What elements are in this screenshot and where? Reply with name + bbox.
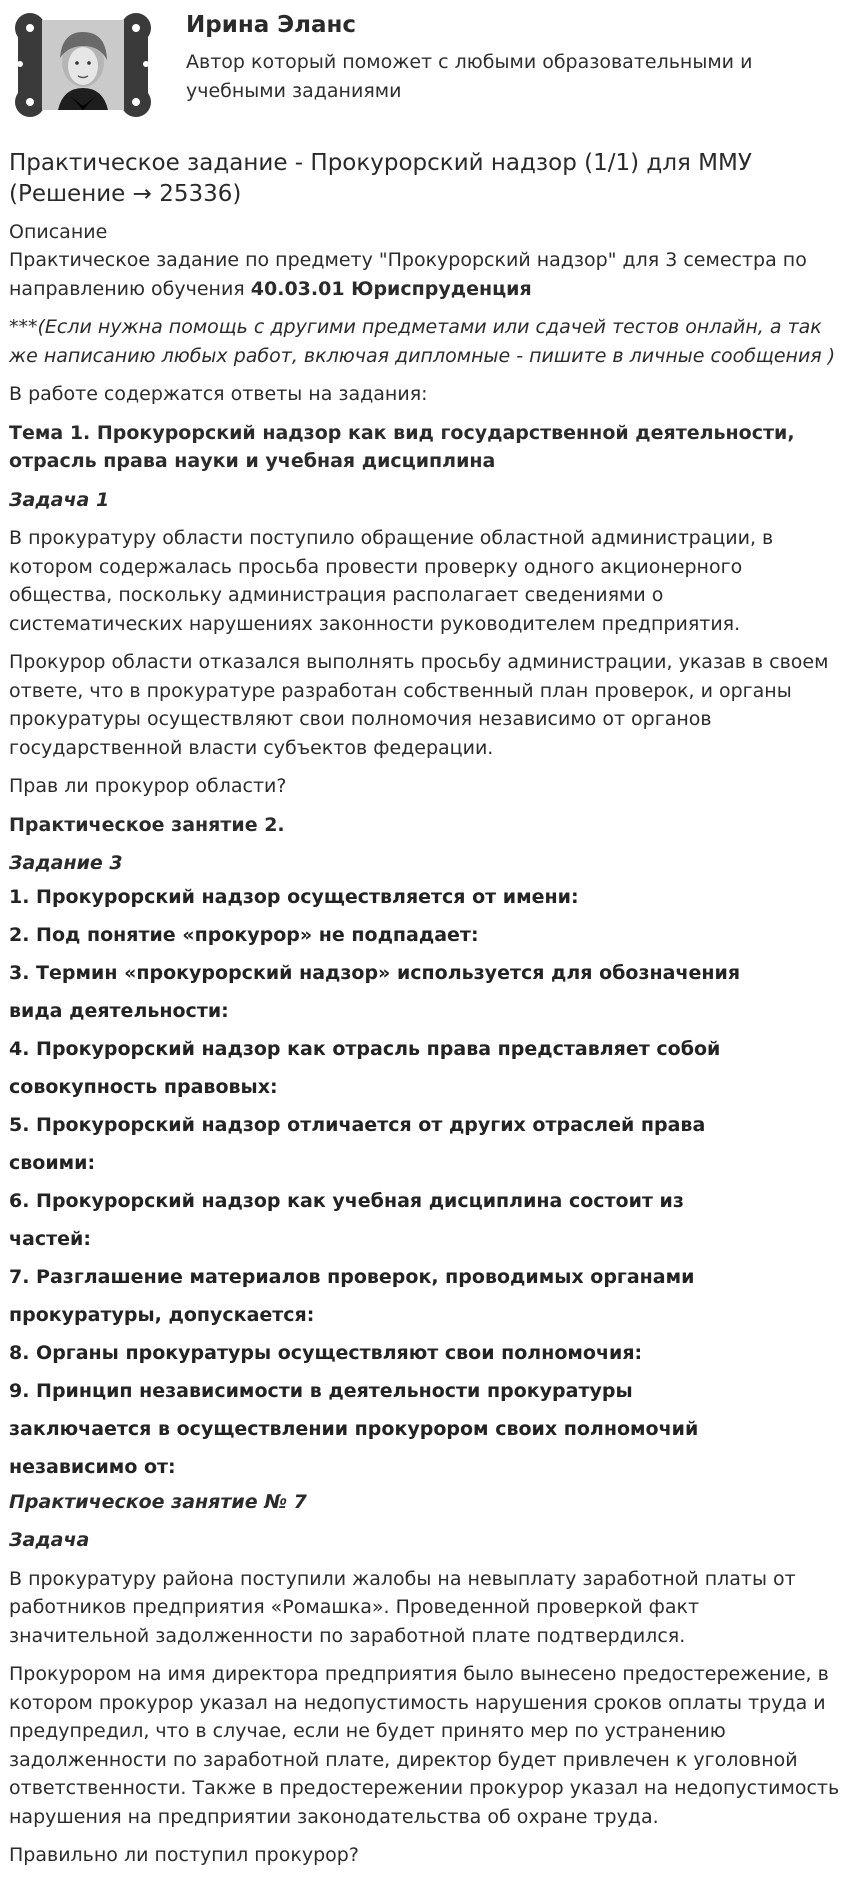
question-6-line-1: 6. Прокурорский надзор как учебная дисциплина состоит из [9,1189,684,1212]
task-paragraph-2: Прокурором на имя директора предприятия было вынесено предостережение, в котором прокурор указал на недопустимость нарушения сроков оплаты труда и предупредил, что в случае, если не будет принято мер по устранению задолженности по заработной плате, директор будет привлечен к уголовной ответственности. Также в предостережении прокурор указал на недопустимость нарушения на предприятии законодательства об охране труда. [9,1663,840,1828]
question-6-line-2: частей: [9,1227,91,1250]
question-3-line-2: вида деятельности: [9,999,229,1022]
task-question: Правильно ли поступил прокурор? [9,1844,359,1866]
document-title: Практическое задание - Прокурорский надзор (1/1) для ММУ (Решение → 25336) [9,150,752,207]
question-9-line-2: заключается в осуществлении прокурором своих полномочий [9,1417,699,1440]
task-1-heading: Задача 1 [9,488,110,511]
question-9-line-3: независимо от: [9,1455,176,1478]
author-avatar[interactable] [8,6,158,124]
topic-1-heading: Тема 1. Прокурорский надзор как вид государственной деятельности, отрасль права науки и учебная дисциплина [9,421,795,472]
intro-text: Практическое задание по предмету "Прокурорский надзор" для 3 семестра по направлению обучения [9,249,807,300]
question-4-line-2: совокупность правовых: [9,1075,278,1098]
help-note: ***(Если нужна помощь с другими предметами или сдачей тестов онлайн, а так же написанию любых работ, включая дипломные - пишите в личные сообщения ) [9,316,836,367]
question-5-line-2: своими: [9,1151,96,1174]
author-header [0,0,847,140]
task-3-heading: Задание 3 [9,852,123,874]
question-7-line-2: прокуратуры, допускается: [9,1303,315,1326]
question-2: 2. Под понятие «прокурор» не подпадает: [9,923,479,946]
task-heading: Задача [9,1529,90,1551]
document-content [9,148,843,1880]
contains-text: В работе содержатся ответы на задания: [9,383,428,405]
task-paragraph-1: В прокуратуру района поступили жалобы на невыплату заработной платы от работников предприятия «Ромашка». Проведенной проверкой факт значительной задолженности по заработной плате подтвердился. [9,1567,796,1647]
task-1-question: Прав ли прокурор области? [9,775,287,797]
practical-2-heading: Практическое занятие 2. [9,813,285,836]
practical-7-heading: Практическое занятие № 7 [9,1490,307,1513]
author-description: Автор который поможет с любыми образовательными и учебными заданиями [186,51,753,102]
question-9-line-1: 9. Принцип независимости в деятельности прокуратуры [9,1379,633,1402]
question-8: 8. Органы прокуратуры осуществляют свои полномочия: [9,1341,643,1364]
task-1-paragraph-2: Прокурор области отказался выполнять просьбу администрации, указав в своем ответе, что в прокуратуре разработан собственный план проверок, и органы прокуратуры осуществляют свои полномочия независимо от органов государственной власти субъектов федерации. [9,651,829,759]
question-list [9,878,843,1486]
question-1: 1. Прокурорский надзор осуществляется от имени: [9,885,579,908]
question-3-line-1: 3. Термин «прокурорский надзор» используется для обозначения [9,961,741,984]
task-1-paragraph-1: В прокуратуру области поступило обращение областной администрации, в котором содержалась просьба провести проверку одного акционерного общества, поскольку администрация располагает сведениями о систематических нарушениях законности руководителем предприятия. [9,527,774,635]
author-name[interactable]: Ирина Эланс [186,12,357,38]
intro-paragraph [9,246,843,303]
question-4-line-1: 4. Прокурорский надзор как отрасль права представляет собой [9,1037,721,1060]
intro-program: 40.03.01 Юриспруденция [250,277,532,300]
question-5-line-1: 5. Прокурорский надзор отличается от других отраслей права [9,1113,706,1136]
description-label: Описание [9,221,108,243]
question-7-line-1: 7. Разглашение материалов проверок, проводимых органами [9,1265,695,1288]
